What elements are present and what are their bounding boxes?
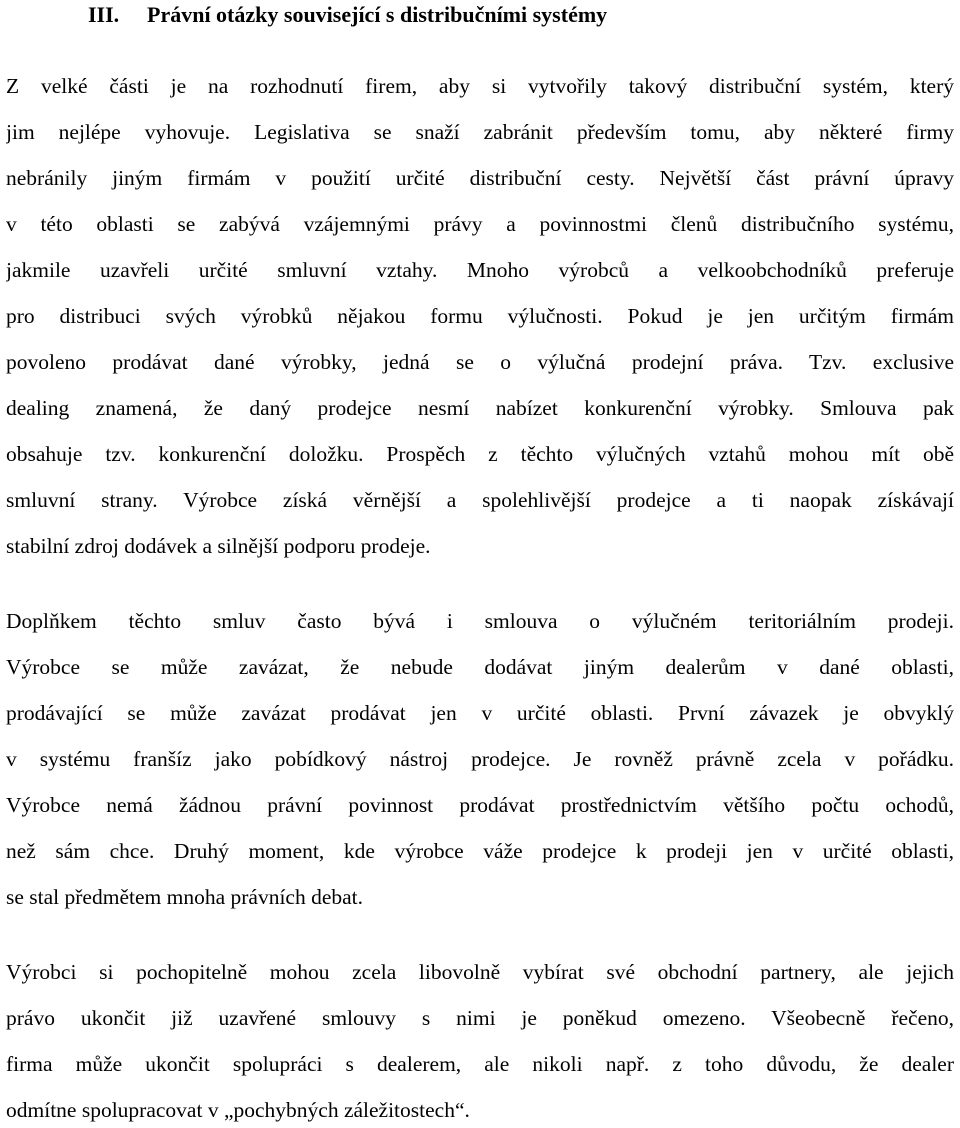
text-line: firma může ukončit spolupráci s dealerem, ale nikoli např. z toho důvodu, že dealer [6, 1052, 954, 1076]
text-line: pro distribuci svých výrobků nějakou formu výlučnosti. Pokud je jen určitým firmám [6, 304, 954, 328]
text-line: smluvní strany. Výrobce získá věrnější a spolehlivější prodejce a ti naopak získávají [6, 488, 954, 512]
text-line: Doplňkem těchto smluv často bývá i smlouva o výlučném teritoriálním prodeji. [6, 609, 954, 633]
text-line: odmítne spolupracovat v „pochybných záležitostech“. [6, 1098, 470, 1122]
section-heading [0, 0, 960, 30]
section-title: Právní otázky související s distribučními systémy [147, 2, 608, 27]
text-line: Výrobce se může zavázat, že nebude dodávat jiným dealerům v dané oblasti, [6, 655, 954, 679]
text-line: se stal předmětem mnoha právních debat. [6, 885, 364, 909]
section-number: III. [88, 2, 120, 27]
text-line: dealing znamená, že daný prodejce nesmí nabízet konkurenční výrobky. Smlouva pak [6, 396, 954, 420]
text-line: prodávající se může zavázat prodávat jen v určité oblasti. První závazek je obvyklý [6, 701, 954, 725]
text-line: nebránily jiným firmám v použití určité distribuční cesty. Největší část právní úpravy [6, 166, 954, 190]
text-line: jim nejlépe vyhovuje. Legislativa se snaží zabránit především tomu, aby některé firmy [6, 120, 954, 144]
text-line: Výrobci si pochopitelně mohou zcela libovolně vybírat své obchodní partnery, ale jejich [6, 960, 954, 984]
text-line: stabilní zdroj dodávek a silnější podporu prodeje. [6, 534, 431, 558]
text-line: Z velké části je na rozhodnutí firem, aby si vytvořily takový distribuční systém, který [6, 74, 954, 98]
text-line: obsahuje tzv. konkurenční doložku. Prospěch z těchto výlučných vztahů mohou mít obě [6, 442, 954, 466]
text-line: v této oblasti se zabývá vzájemnými právy a povinnostmi členů distribučního systému, [6, 212, 954, 236]
text-line: právo ukončit již uzavřené smlouvy s nimi je poněkud omezeno. Všeobecně řečeno, [6, 1006, 954, 1030]
text-line: povoleno prodávat dané výrobky, jedná se o výlučná prodejní práva. Tzv. exclusive [6, 350, 954, 374]
text-line: než sám chce. Druhý moment, kde výrobce váže prodejce k prodeji jen v určité oblasti, [6, 839, 954, 863]
text-line: jakmile uzavřeli určité smluvní vztahy. Mnoho výrobců a velkoobchodníků preferuje [6, 258, 954, 282]
text-line: v systému franšíz jako pobídkový nástroj prodejce. Je rovněž právně zcela v pořádku. [6, 747, 954, 771]
text-line: Výrobce nemá žádnou právní povinnost prodávat prostřednictvím většího počtu ochodů, [6, 793, 954, 817]
